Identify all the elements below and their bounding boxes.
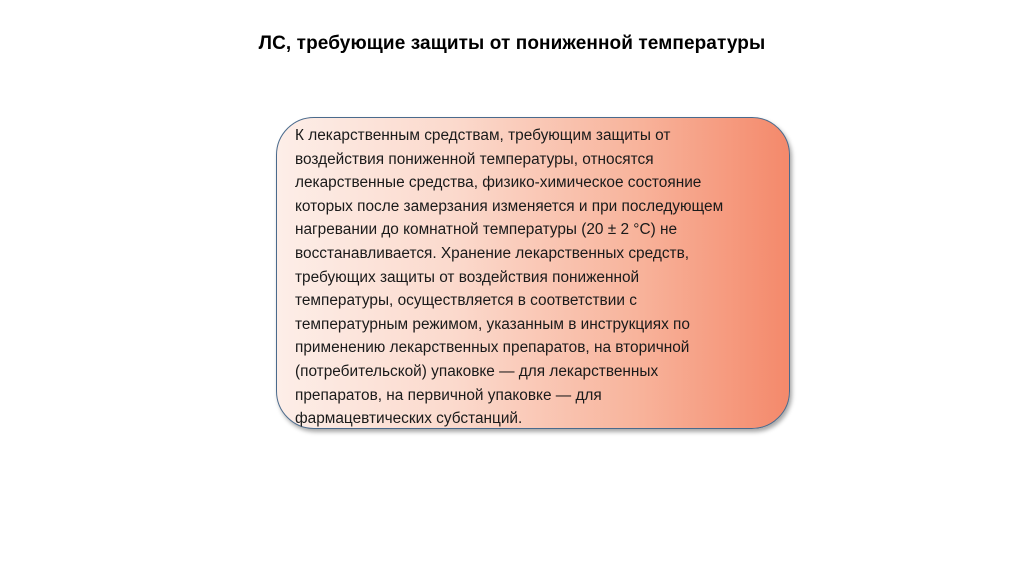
content-text: К лекарственным средствам, требующим защиты от воздействия пониженной температуры, относятся лекарственные средства, физико-химическое состояние которых после замерзания изменяется и при последующем нагревании до комнатной температуры (20 ± 2 °С) не восстанавливается. Хранение лекарственных средств, требующих защиты от воздействия пониженной температуры, осуществляется в соответствии с температурным режимом, указанным в инструкциях по применению лекарственных препаратов, на вторичной (потребительской) упаковке — для лекарственных препаратов, на первичной упаковке — для фармацевтических субстанций. xyxy=(295,127,724,428)
slide-title: ЛС, требующие защиты от пониженной температуры xyxy=(258,33,766,54)
